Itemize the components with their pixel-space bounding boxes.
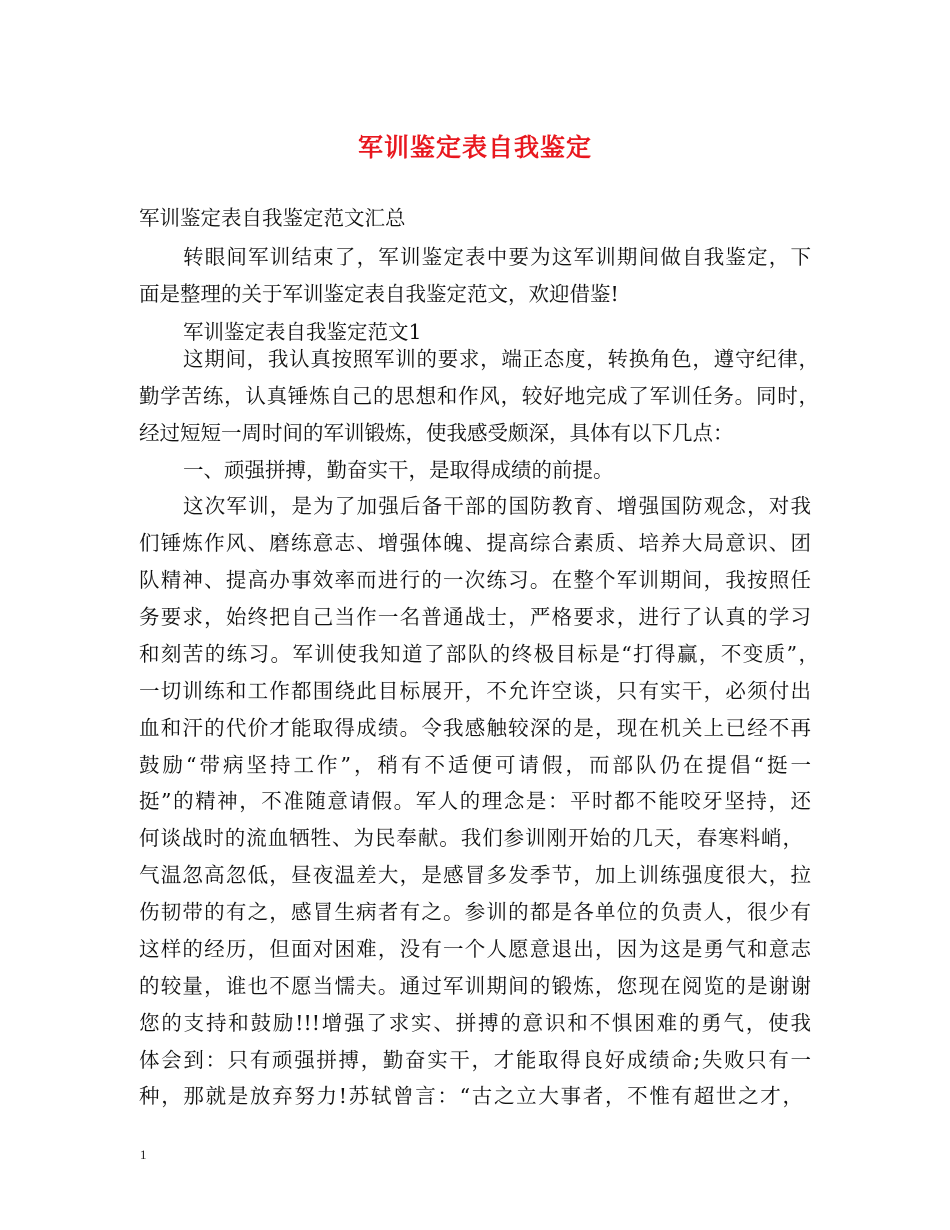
paragraph-line: 一切训练和工作都围绕此目标展开，不允许空谈，只有实干，必须付出 xyxy=(139,679,811,703)
paragraph-line: 血和汗的代价才能取得成绩。令我感触较深的是，现在机关上已经不再 xyxy=(139,716,811,740)
paragraph-line: 伤韧带的有之，感冒生病者有之。参训的都是各单位的负责人，很少有 xyxy=(139,900,811,924)
paragraph-line: 何谈战时的流血牺牲、为民奉献。我们参训刚开始的几天，春寒料峭， xyxy=(139,826,803,850)
paragraph-line: 这样的经历，但面对困难，没有一个人愿意退出，因为这是勇气和意志 xyxy=(139,937,811,961)
paragraph-line: 体会到：只有顽强拼搏，勤奋实干，才能取得良好成绩命;失败只有一 xyxy=(139,1048,811,1072)
paragraph-line: 务要求，始终把自己当作一名普通战士，严格要求，进行了认真的学习 xyxy=(139,605,811,629)
paragraph-line: 们锤炼作风、磨练意志、增强体魄、提高综合素质、培养大局意识、团 xyxy=(139,531,811,555)
paragraph-line: 这期间，我认真按照军训的要求，端正态度，转换角色，遵守纪律， xyxy=(183,347,819,371)
document-subtitle: 军训鉴定表自我鉴定范文汇总 xyxy=(139,206,406,230)
paragraph-line: 的较量，谁也不愿当懦夫。通过军训期间的锻炼，您现在阅览的是谢谢 xyxy=(139,974,811,998)
document-title: 军训鉴定表自我鉴定 xyxy=(357,133,592,162)
paragraph-line: 鼓励“带病坚持工作”，稍有不适便可请假，而部队仍在提倡“挺一 xyxy=(139,753,811,777)
paragraph-line: 气温忽高忽低，昼夜温差大，是感冒多发季节，加上训练强度很大，拉 xyxy=(139,863,811,887)
paragraph-line: 勤学苦练，认真锤炼自己的思想和作风，较好地完成了军训任务。同时， xyxy=(139,384,819,408)
paragraph-line: 转眼间军训结束了，军训鉴定表中要为这军训期间做自我鉴定，下 xyxy=(183,245,811,269)
paragraph-line: 和刻苦的练习。军训使我知道了部队的终极目标是“打得赢，不变质”， xyxy=(139,642,819,666)
paragraph-line: 这次军训，是为了加强后备干部的国防教育、增强国防观念，对我 xyxy=(183,494,811,518)
paragraph-line: 面是整理的关于军训鉴定表自我鉴定范文，欢迎借鉴! xyxy=(139,282,619,306)
paragraph-line: 种，那就是放弃努力!苏轼曾言：“古之立大事者，不惟有超世之才， xyxy=(139,1084,803,1108)
point-heading: 一、顽强拼搏，勤奋实干，是取得成绩的前提。 xyxy=(183,458,614,482)
paragraph-line: 经过短短一周时间的军训锻炼，使我感受颇深，具体有以下几点： xyxy=(139,421,734,445)
page-number: 1 xyxy=(140,1147,147,1162)
paragraph-line: 挺”的精神，不准随意请假。军人的理念是：平时都不能咬牙坚持，还 xyxy=(139,789,811,813)
paragraph-line: 您的支持和鼓励!!!增强了求实、拼搏的意识和不惧困难的勇气，使我 xyxy=(139,1011,811,1035)
section-heading: 军训鉴定表自我鉴定范文1 xyxy=(183,320,422,344)
paragraph-line: 队精神、提高办事效率而进行的一次练习。在整个军训期间，我按照任 xyxy=(139,568,811,592)
